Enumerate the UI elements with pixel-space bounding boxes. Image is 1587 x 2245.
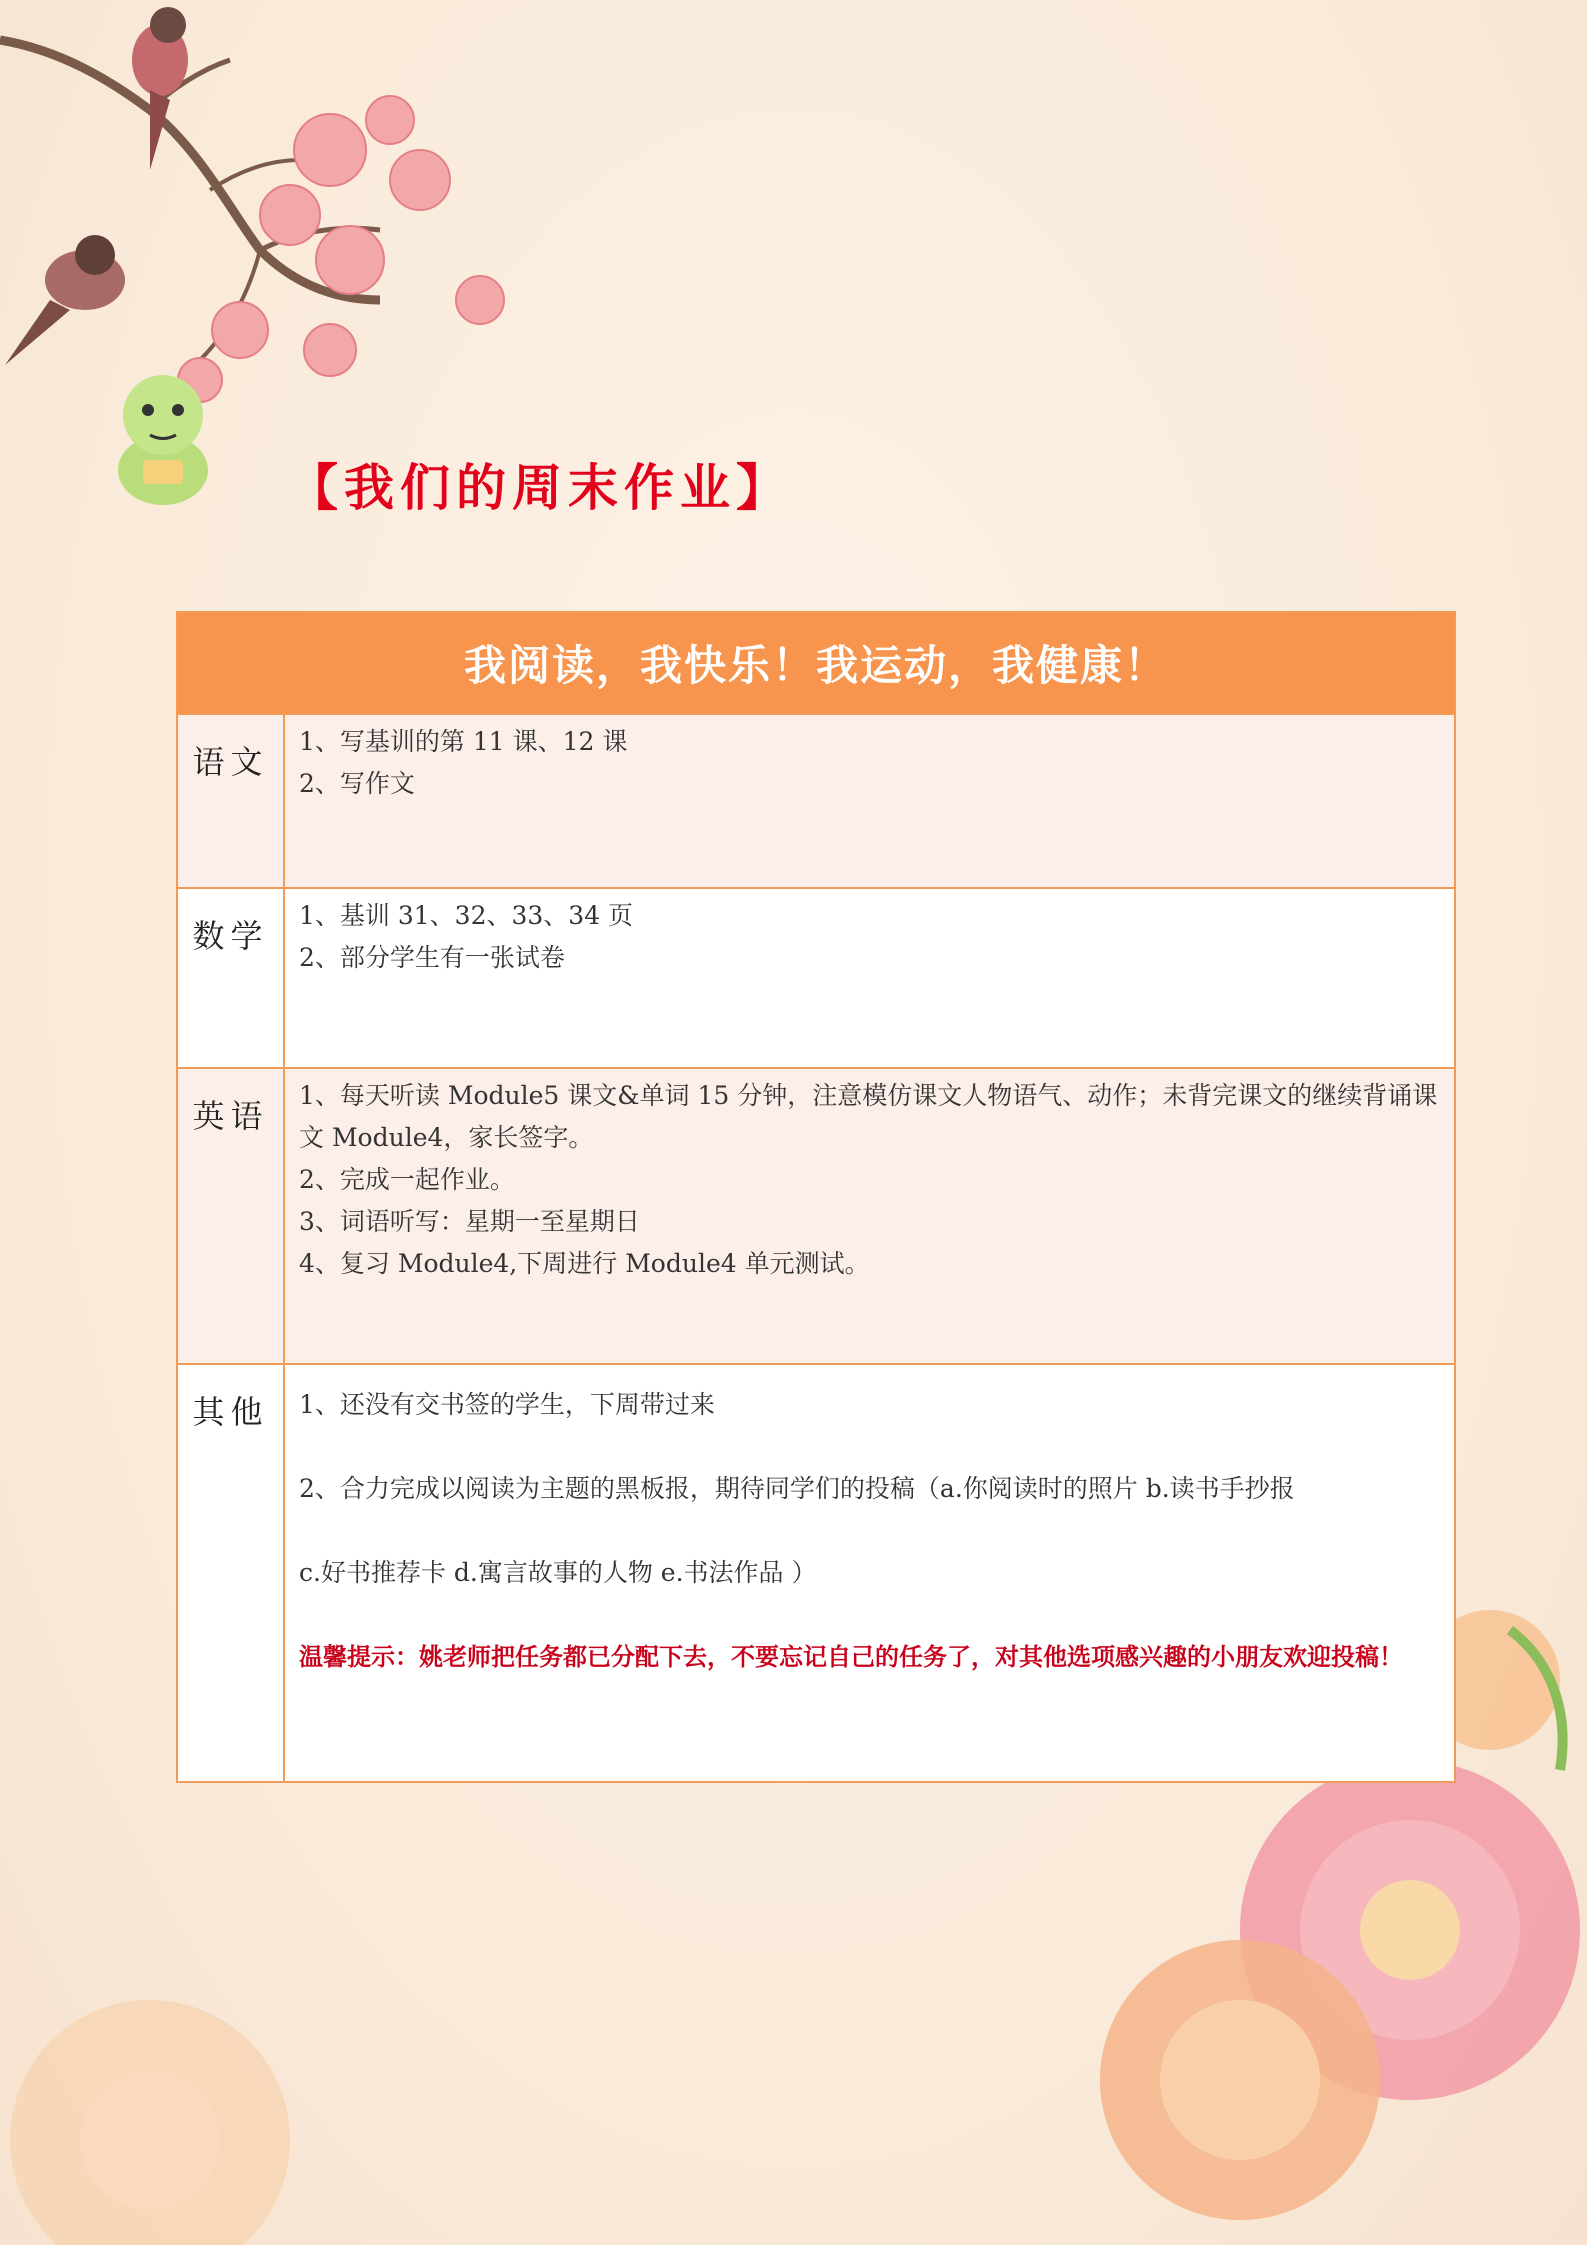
- blossom-icon: [178, 96, 504, 402]
- table-row: [177, 888, 1455, 1068]
- subject-label: 英语: [177, 1068, 284, 1364]
- table-row: [177, 714, 1455, 888]
- task-line: c.好书推荐卡 d.寓言故事的人物 e.书法作品 ）: [299, 1558, 817, 1587]
- subject-label: 数学: [177, 888, 284, 1068]
- homework-table: [176, 611, 1456, 1783]
- task-cell: [284, 714, 1455, 888]
- bird-icon: [5, 235, 125, 365]
- subject-label: 其他: [177, 1364, 284, 1782]
- task-line: 1、写基训的第 11 课、12 课: [299, 727, 628, 756]
- reminder-note: 温馨提示：姚老师把任务都已分配下去，不要忘记自己的任务了，对其他选项感兴趣的小朋友欢迎投稿！: [299, 1643, 1403, 1671]
- faded-peony-illustration: [0, 1960, 380, 2245]
- task-line: 2、部分学生有一张试卷: [299, 943, 565, 972]
- banner-row: [177, 612, 1455, 714]
- task-cell: [284, 1364, 1455, 1782]
- subject-label: 语文: [177, 714, 284, 888]
- page-heading: 【我们的周末作业】: [288, 459, 792, 517]
- task-line: 1、每天听读 Module5 课文&单词 15 分钟，注意模仿课文人物语气、动作；未背完课文的继续背诵课文 Module4，家长签字。: [299, 1081, 1438, 1152]
- banner-cell: 我阅读，我快乐！我运动，我健康！: [177, 612, 1455, 714]
- task-cell: [284, 1068, 1455, 1364]
- branch-birds-illustration: [0, 0, 600, 440]
- task-line: 1、基训 31、32、33、34 页: [299, 901, 634, 930]
- table-row: [177, 1364, 1455, 1782]
- task-line: 2、写作文: [299, 769, 415, 798]
- task-line: 2、合力完成以阅读为主题的黑板报，期待同学们的投稿（a.你阅读时的照片 b.读书手抄报: [299, 1474, 1295, 1503]
- task-line: 2、完成一起作业。: [299, 1165, 515, 1194]
- task-cell: [284, 888, 1455, 1068]
- task-line: 4、复习 Module4,下周进行 Module4 单元测试。: [299, 1249, 870, 1278]
- dragon-mascot-illustration: [108, 360, 218, 510]
- table-row: [177, 1068, 1455, 1364]
- task-line: 3、词语听写：星期一至星期日: [299, 1207, 640, 1236]
- task-line: 1、还没有交书签的学生，下周带过来: [299, 1390, 715, 1419]
